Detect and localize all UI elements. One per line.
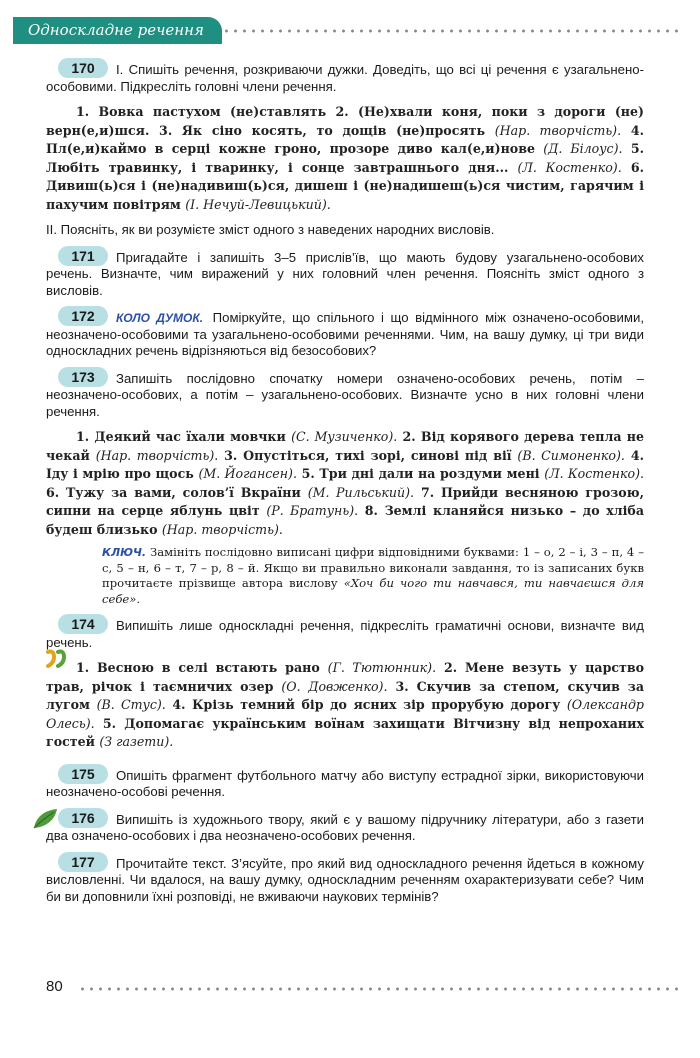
- task-text: Запишіть послідовно спочатку номери означено-особових речень, потім – неозначено-особових, а потім – узагальнено-особових. Визначте усно в них головні члени речення.: [46, 370, 644, 419]
- example-sentence: 6. Дивиш(ь)ся і (не)надивиш(ь)ся, дишеш і (не)надишеш(ь)ся чистим, гарячим і пахучим повітрям: [46, 159, 644, 212]
- footer-dotted-line: [78, 986, 682, 992]
- page-number: 80: [46, 978, 63, 995]
- task-number-badge: 174: [58, 614, 108, 634]
- source-citation: (Д. Білоус).: [543, 141, 623, 156]
- task-text: Опишіть фрагмент футбольного матчу або виступу естрадної зірки, використовуючи неозначено-особові речення.: [46, 767, 644, 799]
- source-citation: (В. Симоненко).: [517, 447, 625, 463]
- example-sentence: 5. Три дні дали на роздуми мені: [296, 466, 545, 481]
- page-content: [46, 58, 644, 905]
- page-header: [0, 14, 700, 46]
- task-number-badge: 177: [58, 852, 108, 872]
- task-176: [46, 808, 644, 845]
- source-citation: (Р. Братунь).: [266, 503, 359, 518]
- source-citation: (З газети).: [99, 734, 174, 749]
- source-citation: (Л. Костенко).: [517, 159, 622, 175]
- source-citation: (Олександр Олесь).: [46, 697, 644, 731]
- task-part2: ІІ. Поясніть, як ви розумієте зміст одного з наведених народних висловів.: [46, 222, 495, 237]
- source-citation: (С. Музиченко).: [291, 429, 398, 444]
- example-sentence: 1. Вовка пастухом (не)ставлять 2. (Не)хвали коня, поки з дороги (не) верн(е,и)шся. 3. Як сіно косять, то дощів (не)просять: [46, 104, 644, 138]
- example-sentence: 1. Весною в селі встають рано: [76, 660, 328, 675]
- example-sentence: 6. Тужу за вами, солов’ї Вкраїни: [46, 484, 308, 500]
- example-sentence: 7. Прийди весняною грозою, сипни на серце яблунь цвіт: [46, 484, 644, 518]
- task-174: [46, 614, 644, 752]
- task-171: [46, 246, 644, 300]
- task-text: Пригадайте і запишіть 3–5 прислів’їв, що мають будову узагальнено-особових речень. Визначте, чим виражений у них головний член речення. Поясніть зміст одного з висловів.: [46, 249, 644, 298]
- example-sentence: 5. Любіть травинку, і тваринку, і сонце завтрашнього дня...: [46, 141, 644, 175]
- source-citation: (Нар. творчість).: [494, 122, 622, 138]
- example-sentence: 3. Опустіться, тихі зорі, синові під вії: [218, 447, 518, 463]
- source-citation: (В. Стус).: [96, 697, 166, 712]
- header-dotted-line: [222, 28, 682, 34]
- example-sentence: 2. Від корявого дерева тепла не чекай: [46, 429, 645, 463]
- example-sentence: 4. Іду і мрію про щось: [46, 447, 644, 481]
- source-citation: (І. Нечуй-Левицький).: [185, 196, 331, 212]
- key-box: [102, 545, 644, 607]
- task-number-badge: 170: [58, 58, 108, 78]
- example-sentence: 4. Пл(е,и)каймо в серці кожне гроно, прозоре диво кал(е,и)нове: [46, 122, 644, 156]
- task-number-badge: 173: [58, 367, 108, 387]
- source-citation: (Нар. творчість).: [95, 447, 219, 463]
- example-sentence: 8. Землі кланяйся низько – до хліба будеш близько: [46, 503, 644, 537]
- task-text: Поміркуйте, що спільного і що відмінного між означено-особовими, неозначено-особовими та узагальнено-особовими реченнями. Чим, на вашу думку, ці три види односкладних речень відрізняються від безособових?: [46, 310, 645, 358]
- key-quote: «Хоч би чого ти навчався, ти навчаєшся для себе».: [102, 576, 645, 606]
- kolo-dumok-label: КОЛО ДУМОК.: [116, 311, 204, 325]
- source-citation: (Г. Тютюнник).: [327, 660, 437, 675]
- task-173: [46, 367, 644, 608]
- task-number-badge: 171: [58, 246, 108, 266]
- example-sentence: 2. Мене везуть у царство трав, річок і таємничих озер: [46, 660, 645, 694]
- task-text: Випишіть лише односкладні речення, підкресліть граматичні основи, визначте вид речень.: [46, 618, 644, 650]
- task-number-badge: 175: [58, 764, 108, 784]
- source-citation: (Нар. творчість).: [161, 521, 283, 537]
- quotes-icon: [44, 648, 70, 670]
- source-citation: (О. Довженко).: [281, 678, 388, 694]
- example-sentence: 3. Скучив за степом, скучив за лугом: [46, 678, 644, 712]
- task-text: Прочитайте текст. З’ясуйте, про який вид односкладного речення йдеться в кожному висловленні. Чи вдалося, на вашу думку, односкладним реченням охарактеризувати себе? Чим би ви доповнили їхні розповіді, не вживаючи наукових термінів?: [46, 855, 644, 904]
- example-sentence: 4. Крізь темний бір до ясних зір прорубую дорогу: [165, 697, 567, 712]
- example-sentence: 1. Деякий час їхали мовчки: [76, 429, 292, 444]
- example-text: [46, 103, 644, 214]
- key-text: Замініть послідовно виписані цифри відповідними буквами: 1 – о, 2 – і, 3 – п, 4 – с, 5 – н, 6 – т, 7 – р, 8 – й. Якщо ви правильно виконали завдання, то із записаних букв прочитаєте прізвище автора вислову: [102, 545, 644, 590]
- task-175: [46, 764, 644, 801]
- example-text: [46, 659, 644, 752]
- task-text: Випишіть із художнього твору, який є у вашому підручнику літератури, або з газети два означено-особових і два неозначено-особових речення.: [46, 811, 644, 843]
- source-citation: (М. Йогансен).: [198, 466, 297, 481]
- source-citation: (Л. Костенко).: [544, 466, 644, 481]
- task-172: [46, 306, 644, 360]
- task-170: [46, 58, 644, 239]
- task-number-badge: 176: [58, 808, 108, 828]
- task-177: [46, 852, 644, 906]
- task-number-badge: 172: [58, 306, 108, 326]
- example-sentence: 5. Допомагає українським воїнам захищати Вітчизну від непроханих гостей: [46, 715, 644, 749]
- source-citation: (М. Рильський).: [307, 484, 415, 500]
- section-title: Односкладне речення: [16, 17, 222, 44]
- leaf-icon: [30, 806, 60, 832]
- key-label: КЛЮЧ.: [102, 546, 147, 559]
- example-text: [46, 428, 644, 539]
- task-text: І. Спишіть речення, розкриваючи дужки. Доведіть, що всі ці речення є узагальнено-особовими. Підкресліть головні члени речення.: [46, 62, 644, 94]
